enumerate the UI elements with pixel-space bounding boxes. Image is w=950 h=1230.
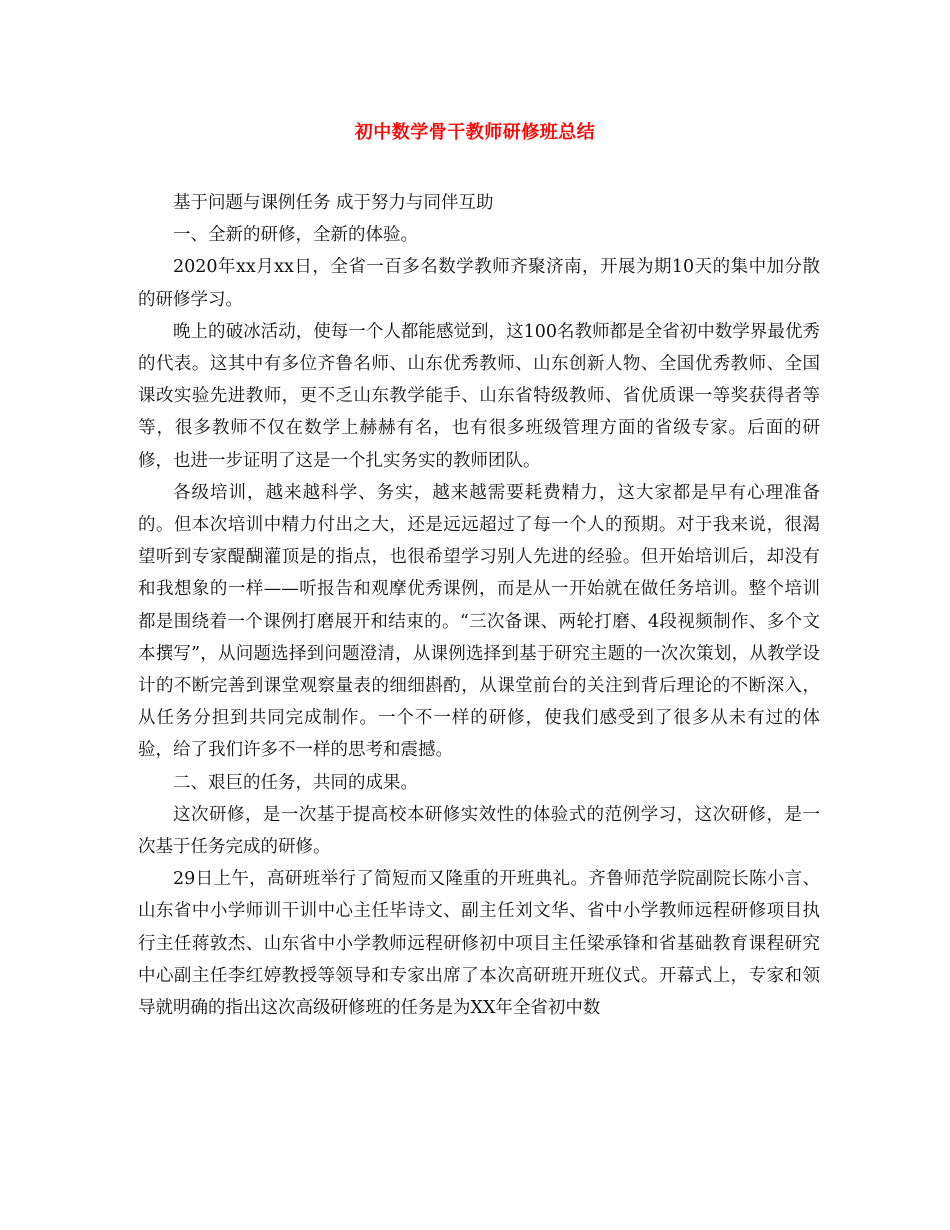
paragraph: 各级培训，越来越科学、务实，越来越需要耗费精力，这大家都是早有心理准备的。但本次培训中精力付出之大，还是远远超过了每一个人的预期。对于我来说，很渴望听到专家醍醐灌顶是的指点，也很希望学习别人先进的经验。但开始培训后，却没有和我想象的一样——听报告和观摩优秀课例，而是从一开始就在做任务培训。整个培训都是围绕着一个课例打磨展开和结束的。“三次备课、两轮打磨、4段视频制作、多个文本撰写”，从问题选择到问题澄清，从课例选择到基于研究主题的一次次策划，从教学设计的不断完善到课堂观察量表的细细斟酌，从课堂前台的关注到背后理论的不断深入，从任务分担到共同完成制作。一个不一样的研修，使我们感受到了很多从未有过的体验，给了我们许多不一样的思考和震撼。 (138, 482, 820, 761)
paragraph-section-heading-1: 一、全新的研修，全新的体验。 (173, 225, 418, 246)
document-body (138, 187, 820, 1024)
paragraph: 2020年xx月xx日，全省一百多名数学教师齐聚济南，开展为期10天的集中加分散的研修学习。 (138, 257, 820, 310)
paragraph: 这次研修，是一次基于提高校本研修实效性的体验式的范例学习，这次研修，是一次基于任务完成的研修。 (138, 804, 820, 858)
paragraph: 29日上午，高研班举行了简短而又隆重的开班典礼。齐鲁师范学院副院长陈小言、山东省中小学师训干训中心主任毕诗文、副主任刘文华、省中小学教师远程研修项目执行主任蒋敦杰、山东省中小学教师远程研修初中项目主任梁承锋和省基础教育课程研究中心副主任李红婷教授等领导和专家出席了本次高研班开班仪式。开幕式上，专家和领导就明确的指出这次高级研修班的任务是为XX年全省初中数 (138, 869, 820, 1019)
paragraph-section-heading-2: 二、艰巨的任务，共同的成果。 (173, 772, 418, 793)
paragraph-subtitle: 基于问题与课例任务 成于努力与同伴互助 (173, 193, 494, 213)
document-title: 初中数学骨干教师研修班总结 (354, 122, 596, 143)
paragraph: 晚上的破冰活动，使每一个人都能感觉到，这100名教师都是全省初中数学界最优秀的代表。这其中有多位齐鲁名师、山东优秀教师、山东创新人物、全国优秀教师、全国课改实验先进教师，更不乏山东教学能手、山东省特级教师、省优质课一等奖获得者等等，很多教师不仅在数学上赫赫有名，也有很多班级管理方面的省级专家。后面的研修，也进一步证明了这是一个扎实务实的教师团队。 (138, 321, 820, 471)
